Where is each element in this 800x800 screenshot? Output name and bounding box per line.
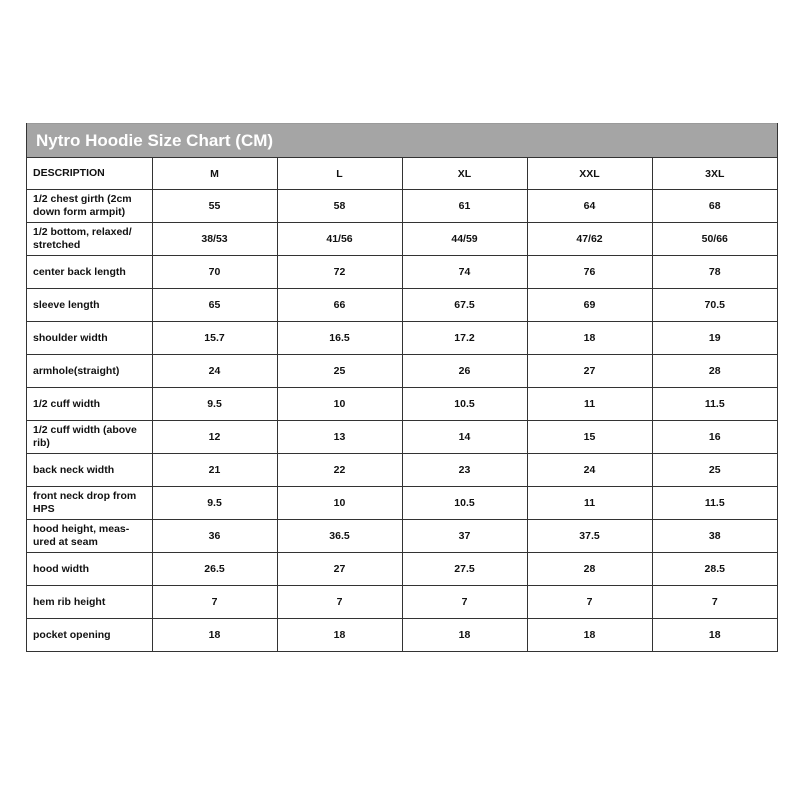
table-cell: 18 — [652, 619, 777, 652]
table-cell: 9.5 — [152, 487, 277, 520]
column-header-m: M — [152, 158, 277, 190]
table-cell: 11 — [527, 388, 652, 421]
table-cell: 18 — [527, 322, 652, 355]
table-cell: 38 — [652, 520, 777, 553]
table-cell: 70 — [152, 256, 277, 289]
table-cell: 76 — [527, 256, 652, 289]
table-cell: 7 — [652, 586, 777, 619]
table-cell: 26.5 — [152, 553, 277, 586]
table-cell: 37 — [402, 520, 527, 553]
table-cell: 37.5 — [527, 520, 652, 553]
table-row — [27, 454, 777, 487]
row-label: 1/2 cuff width — [27, 388, 152, 421]
table-cell: 25 — [652, 454, 777, 487]
table-cell: 18 — [277, 619, 402, 652]
table-cell: 16.5 — [277, 322, 402, 355]
table-cell: 18 — [527, 619, 652, 652]
table-cell: 16 — [652, 421, 777, 454]
table-cell: 28 — [527, 553, 652, 586]
table-cell: 11.5 — [652, 487, 777, 520]
table-row — [27, 586, 777, 619]
table-cell: 10.5 — [402, 487, 527, 520]
table-cell: 47/62 — [527, 223, 652, 256]
table-cell: 22 — [277, 454, 402, 487]
table-cell: 24 — [527, 454, 652, 487]
table-cell: 50/66 — [652, 223, 777, 256]
table-cell: 69 — [527, 289, 652, 322]
column-header-xxl: XXL — [527, 158, 652, 190]
column-header-xl: XL — [402, 158, 527, 190]
table-cell: 61 — [402, 190, 527, 223]
table-cell: 38/53 — [152, 223, 277, 256]
table-cell: 10 — [277, 388, 402, 421]
table-body — [27, 190, 777, 652]
table-row — [27, 619, 777, 652]
table-cell: 28 — [652, 355, 777, 388]
table-cell: 27 — [277, 553, 402, 586]
table-cell: 25 — [277, 355, 402, 388]
table-cell: 72 — [277, 256, 402, 289]
size-chart — [26, 123, 778, 652]
column-header-description: DESCRIPTION — [27, 158, 152, 190]
table-cell: 7 — [527, 586, 652, 619]
table-cell: 12 — [152, 421, 277, 454]
size-table — [27, 157, 777, 652]
table-row — [27, 553, 777, 586]
row-label: sleeve length — [27, 289, 152, 322]
table-cell: 10 — [277, 487, 402, 520]
table-cell: 70.5 — [652, 289, 777, 322]
table-cell: 24 — [152, 355, 277, 388]
table-cell: 17.2 — [402, 322, 527, 355]
table-cell: 10.5 — [402, 388, 527, 421]
table-cell: 15.7 — [152, 322, 277, 355]
table-cell: 36 — [152, 520, 277, 553]
table-row — [27, 388, 777, 421]
table-cell: 58 — [277, 190, 402, 223]
column-header-3xl: 3XL — [652, 158, 777, 190]
header-row — [27, 158, 777, 190]
table-cell: 21 — [152, 454, 277, 487]
table-cell: 27.5 — [402, 553, 527, 586]
table-cell: 7 — [277, 586, 402, 619]
table-cell: 78 — [652, 256, 777, 289]
table-cell: 64 — [527, 190, 652, 223]
row-label: center back length — [27, 256, 152, 289]
row-label: hood width — [27, 553, 152, 586]
table-cell: 18 — [152, 619, 277, 652]
row-label: front neck drop from HPS — [27, 487, 152, 520]
table-cell: 9.5 — [152, 388, 277, 421]
table-cell: 65 — [152, 289, 277, 322]
row-label: hood height, meas- ured at seam — [27, 520, 152, 553]
table-cell: 11 — [527, 487, 652, 520]
table-cell: 7 — [152, 586, 277, 619]
table-cell: 13 — [277, 421, 402, 454]
table-row — [27, 355, 777, 388]
table-cell: 44/59 — [402, 223, 527, 256]
column-header-l: L — [277, 158, 402, 190]
table-row — [27, 520, 777, 553]
row-label: 1/2 chest girth (2cm down form armpit) — [27, 190, 152, 223]
row-label: hem rib height — [27, 586, 152, 619]
table-cell: 18 — [402, 619, 527, 652]
table-cell: 7 — [402, 586, 527, 619]
table-row — [27, 256, 777, 289]
table-cell: 14 — [402, 421, 527, 454]
row-label: 1/2 bottom, relaxed/ stretched — [27, 223, 152, 256]
table-cell: 41/56 — [277, 223, 402, 256]
row-label: back neck width — [27, 454, 152, 487]
table-cell: 67.5 — [402, 289, 527, 322]
table-row — [27, 421, 777, 454]
table-cell: 26 — [402, 355, 527, 388]
chart-title: Nytro Hoodie Size Chart (CM) — [27, 123, 777, 157]
table-cell: 68 — [652, 190, 777, 223]
table-cell: 36.5 — [277, 520, 402, 553]
table-cell: 27 — [527, 355, 652, 388]
table-row — [27, 487, 777, 520]
row-label: armhole(straight) — [27, 355, 152, 388]
row-label: 1/2 cuff width (above rib) — [27, 421, 152, 454]
table-cell: 66 — [277, 289, 402, 322]
table-row — [27, 289, 777, 322]
table-cell: 19 — [652, 322, 777, 355]
table-row — [27, 190, 777, 223]
table-cell: 55 — [152, 190, 277, 223]
table-row — [27, 223, 777, 256]
table-cell: 28.5 — [652, 553, 777, 586]
table-row — [27, 322, 777, 355]
table-cell: 15 — [527, 421, 652, 454]
table-cell: 23 — [402, 454, 527, 487]
row-label: pocket opening — [27, 619, 152, 652]
table-cell: 74 — [402, 256, 527, 289]
row-label: shoulder width — [27, 322, 152, 355]
table-cell: 11.5 — [652, 388, 777, 421]
